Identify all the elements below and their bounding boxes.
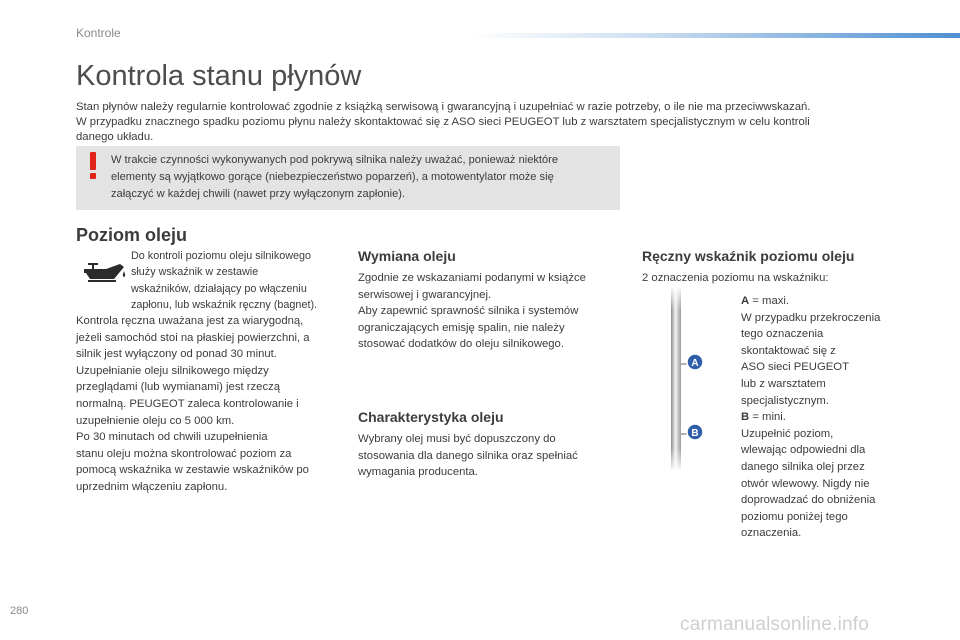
oil-spec-body: Wybrany olej musi być dopuszczony do stosowania dla danego silnika oraz spełniać wymagania producenta. [358, 433, 578, 479]
dipstick-heading: Ręczny wskaźnik poziomu oleju [642, 248, 855, 264]
svg-text:A: A [691, 358, 699, 369]
warning-line-3: załączyć w każdej chwili (nawet przy wyłączonym zapłonie). [111, 188, 406, 200]
label-a: A [741, 295, 750, 307]
oil-spec-heading: Charakterystyka oleju [358, 409, 504, 425]
dipstick-description: A = maxi. W przypadku przekroczenia tego oznaczenia skontaktować się z ASO sieci PEUGEOT lub z warsztatem specjalistycznym. B = mini. Uzupełnić poziom, wlewając odpowiedni dla danego silnika olej przez otwór wlewowy. Nigdy nie doprowadzać do obniżenia poziomu poniżej tego oznaczenia. [741, 295, 881, 540]
warning-line-1: W trakcie czynności wykonywanych pod pokrywą silnika należy uważać, ponieważ niektóre [111, 154, 559, 166]
oil-level-icon-text: Do kontroli poziomu oleju silnikowego służy wskaźnik w zestawie wskaźników, działający po włączeniu zapłonu, lub wskaźnik ręczny (bagnet). [131, 250, 318, 312]
oil-change-body: Zgodnie ze wskazaniami podanymi w książce serwisowej i gwarancyjnej. Aby zapewnić sprawność silnika i systemów ograniczających emisję spalin, nie należy stosować dodatków do oleju silnikowego. [358, 272, 586, 351]
svg-text:B: B [691, 428, 699, 439]
page-title: Kontrola stanu płynów [76, 60, 362, 92]
header-gradient-bar [470, 33, 960, 38]
oil-level-body: Kontrola ręczna uważana jest za wiarygodną, jeżeli samochód stoi na płaskiej powierzchni, a silnik jest wyłączony od ponad 30 minut. Uzupełnianie oleju silnikowego między przeglądami (lub wymianami) jest rzeczą normalną. PEUGEOT zaleca kontrolowanie i uzupełnienie oleju co 5 000 km. Po 30 minutach od chwili uzupełnienia stanu oleju można skontrolować poziom za pomocą wskaźnika w zestawie wskaźników po uprzednim włączeniu zapłonu. [76, 315, 310, 493]
warning-line-2: elementy są wyjątkowo gorące (niebezpieczeństwo poparzeń), a motowentylator może się [111, 171, 554, 183]
marker-b-icon [687, 424, 703, 440]
intro-line-1: Stan płynów należy regularnie kontrolować zgodnie z książką serwisową i gwarancyjną i uzupełniać w razie potrzeby, o ile nie ma przeciwwskazań. [76, 101, 811, 113]
warning-text [111, 152, 616, 203]
marker-a-icon [687, 354, 703, 370]
section-title: Kontrole [76, 26, 121, 40]
intro-line-2: W przypadku znacznego spadku poziomu płynu należy skontaktować się z ASO sieci PEUGEOT lub z warsztatem specjalistycznym w celu kontroli [76, 116, 810, 129]
exclamation-warning-icon [86, 150, 100, 180]
label-b: B [741, 411, 750, 424]
dipstick-illustration [664, 288, 714, 470]
oil-change-heading: Wymiana oleju [358, 248, 456, 264]
intro-line-3: danego układu. [76, 131, 154, 144]
oil-can-icon [80, 259, 128, 289]
watermark: carmanualsonline.info [680, 614, 870, 635]
oil-level-heading: Poziom oleju [76, 225, 188, 245]
dipstick-intro: 2 oznaczenia poziomu na wskaźniku: [642, 272, 829, 284]
warning-box [76, 146, 620, 210]
page-number: 280 [10, 605, 29, 617]
intro-paragraph [76, 100, 896, 146]
